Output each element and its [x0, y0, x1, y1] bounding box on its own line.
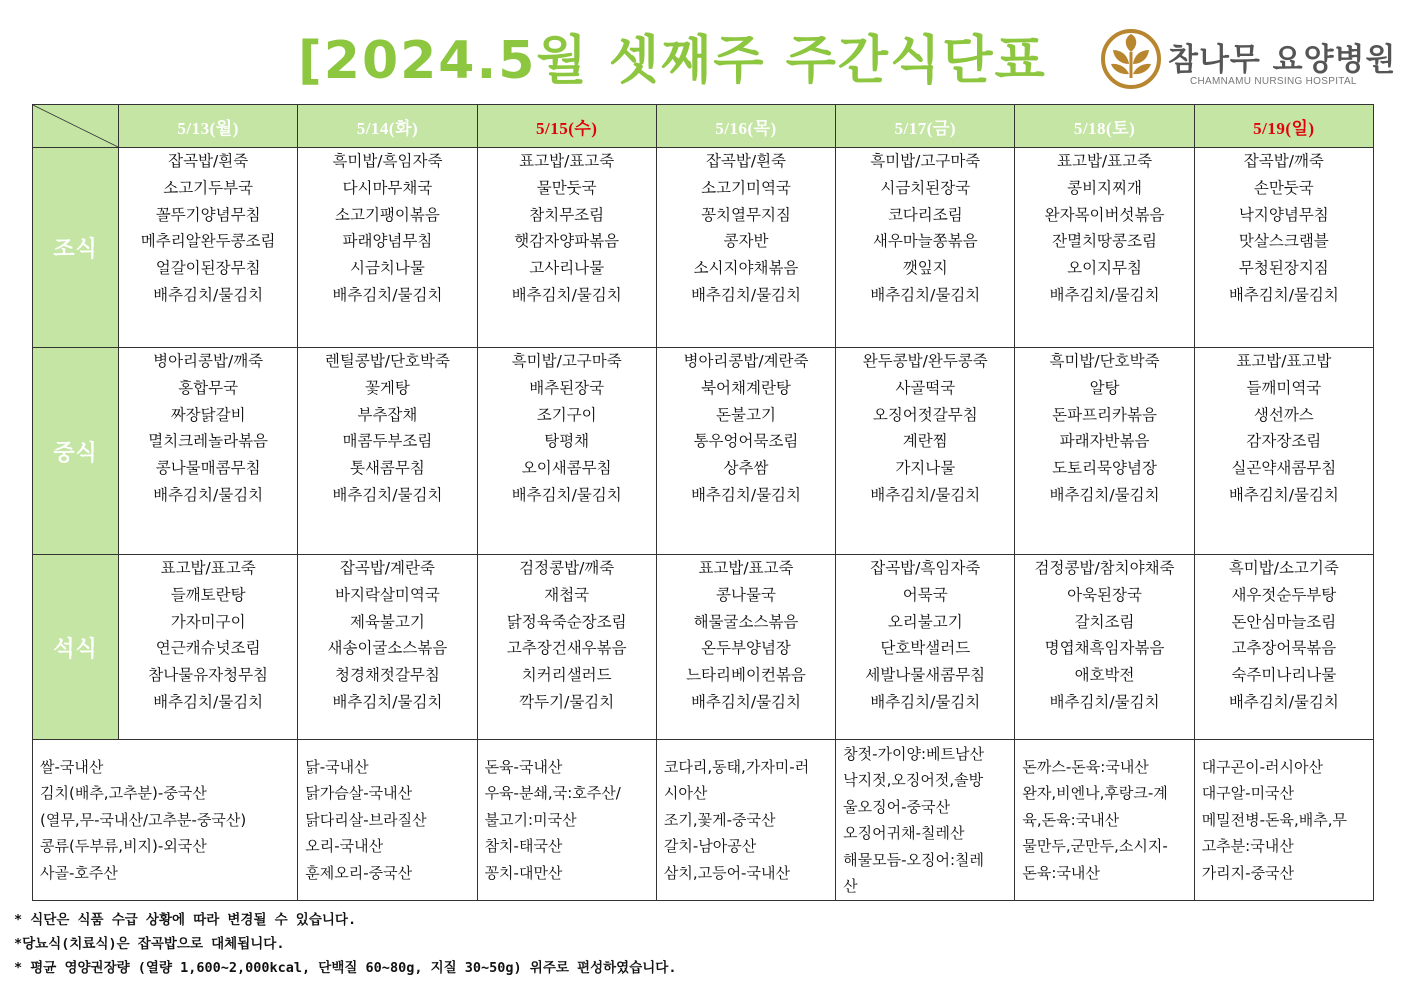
origin-line: 낙지젓,오징어젓,솔방 [843, 771, 984, 789]
menu-item: 잡곡밥/흑임자죽 [870, 559, 981, 577]
menu-item: 햇감자양파볶음 [514, 232, 620, 251]
menu-item: 배추된장국 [529, 378, 605, 397]
menu-cell [477, 348, 656, 555]
origin-line: 코다리,동태,가자미-러 [663, 757, 810, 776]
menu-item: 코다리조림 [887, 205, 963, 224]
menu-item: 배추김치/물김치 [153, 485, 264, 504]
origin-line: 오리-국내산 [305, 837, 384, 856]
menu-item: 매콤두부조림 [342, 432, 433, 451]
menu-cell [477, 148, 656, 348]
menu-item: 돈안심마늘조림 [1231, 612, 1337, 631]
origin-line: 울오징어-중국산 [843, 797, 950, 816]
menu-cell [1015, 348, 1194, 555]
menu-item: 들깨토란탕 [170, 585, 246, 604]
origin-line: 메밀전병-돈육,배추,무 [1201, 810, 1348, 829]
menu-cell [119, 148, 298, 348]
menu-item: 숙주미나리나물 [1231, 666, 1337, 685]
meal-label: 중식 [33, 348, 119, 555]
menu-item: 시금치된장국 [880, 178, 971, 197]
menu-item: 배추김치/물김치 [1228, 485, 1339, 504]
menu-item: 잡곡밥/깨죽 [1243, 152, 1324, 170]
menu-item: 흑미밥/흑임자죽 [332, 152, 443, 170]
breakfast-row [33, 148, 1374, 348]
menu-item: 배추김치/물김치 [153, 285, 264, 304]
menu-item: 부추잡채 [357, 405, 418, 424]
menu-item: 돈불고기 [716, 405, 776, 424]
origin-cell [477, 740, 656, 901]
day-header-row [33, 105, 1374, 148]
menu-item: 해물굴소스볶음 [693, 612, 799, 631]
origin-line: 육,돈육:국내산 [1022, 810, 1120, 829]
menu-item: 표고밥/표고죽 [1057, 152, 1153, 170]
menu-item: 완두콩밥/완두콩죽 [862, 352, 988, 370]
menu-item: 짜장닭갈비 [170, 405, 246, 424]
origin-cell [33, 740, 298, 901]
day-header: 5/19(일) [1194, 105, 1373, 148]
menu-item: 파래자반볶음 [1059, 432, 1150, 451]
menu-cell [1194, 555, 1373, 740]
menu-item: 꽃게탕 [364, 378, 410, 397]
origin-cell [298, 740, 477, 901]
menu-item: 표고밥/표고죽 [698, 559, 794, 577]
menu-cell [656, 348, 835, 555]
menu-item: 애호박전 [1074, 666, 1135, 685]
origin-cell [656, 740, 835, 901]
origin-line: 삼치,고등어-국내산 [663, 863, 790, 882]
menu-item: 통우엉어묵조림 [693, 432, 799, 451]
menu-item: 상추쌈 [723, 459, 769, 478]
menu-item: 검정콩밥/참치야채죽 [1034, 559, 1175, 577]
origin-line: 닭가슴살-국내산 [305, 784, 413, 803]
origin-line: 오징어귀채-칠레산 [843, 824, 965, 842]
origin-line: 불고기:미국산 [484, 810, 577, 829]
menu-item: 흑미밥/고구마죽 [511, 352, 622, 370]
menu-item: 배추김치/물김치 [870, 692, 981, 711]
menu-item: 렌틸콩밥/단호박죽 [324, 352, 450, 370]
origin-line: 해물모듬-오징어:칠레 [843, 850, 985, 869]
origin-line: 우육-분쇄,국:호주산/ [484, 784, 621, 803]
menu-cell [1194, 148, 1373, 348]
menu-item: 배추김치/물김치 [153, 692, 264, 711]
menu-item: 배추김치/물김치 [690, 692, 801, 711]
menu-item: 배추김치/물김치 [1049, 285, 1160, 304]
menu-item: 탕평채 [544, 432, 590, 451]
menu-item: 잡곡밥/계란죽 [339, 559, 435, 577]
hospital-logo [1098, 28, 1397, 92]
menu-item: 흑미밥/단호박죽 [1049, 352, 1160, 370]
origin-line: 물만두,군만두,소시지- [1022, 837, 1168, 856]
menu-item: 어묵국 [902, 585, 948, 604]
menu-item: 잡곡밥/흰죽 [168, 152, 249, 170]
origin-line: 갈치-남아공산 [663, 837, 757, 856]
origin-line: 대구곤이-러시아산 [1201, 757, 1324, 776]
menu-item: 다시마무채국 [342, 178, 433, 197]
menu-item: 도토리묵양념장 [1052, 459, 1157, 478]
day-header: 5/18(토) [1015, 105, 1194, 148]
menu-item: 흑미밥/소고기죽 [1228, 559, 1339, 577]
menu-item: 참치무조림 [529, 205, 605, 224]
menu-item: 배추김치/물김치 [332, 285, 443, 304]
menu-item: 생선까스 [1253, 405, 1314, 424]
menu-item: 홍합무국 [178, 378, 239, 397]
menu-item: 병아리콩밥/계란죽 [683, 352, 809, 370]
day-header: 5/13(월) [119, 105, 298, 148]
menu-cell [836, 148, 1015, 348]
menu-cell [656, 148, 835, 348]
menu-item: 완자목이버섯볶음 [1044, 205, 1165, 224]
origin-line: (열무,무-국내산/고추분-중국산) [40, 810, 247, 829]
menu-item: 낙지양념무침 [1238, 205, 1329, 224]
menu-item: 배추김치/물김치 [1228, 692, 1339, 711]
menu-item: 꽁치열무지짐 [701, 205, 791, 224]
origin-line: 쌀-국내산 [40, 757, 104, 776]
menu-item: 가지나물 [895, 459, 956, 478]
origin-row [33, 740, 1374, 901]
menu-item: 소고기두부국 [163, 178, 254, 197]
origin-line: 산 [843, 877, 858, 895]
menu-item: 손만둣국 [1253, 178, 1314, 197]
origin-line: 돈까스-돈육:국내산 [1022, 757, 1149, 776]
menu-cell [298, 555, 477, 740]
menu-item: 배추김치/물김치 [1049, 485, 1160, 504]
menu-item: 얼갈이된장무침 [155, 259, 261, 278]
menu-item: 돈파프리카볶음 [1052, 405, 1157, 424]
menu-item: 단호박샐러드 [880, 639, 971, 658]
menu-cell [656, 555, 835, 740]
origin-cell [1194, 740, 1373, 901]
origin-line: 사골-호주산 [40, 863, 118, 882]
origin-line: 닭다리살-브라질산 [305, 810, 427, 829]
menu-item: 배추김치/물김치 [870, 485, 981, 504]
menu-cell [119, 348, 298, 555]
menu-item: 표고밥/표고죽 [519, 152, 615, 170]
menu-item: 실곤약새콤무침 [1231, 459, 1337, 478]
page-title: [2024.5월 셋째주 주간식단표 [298, 31, 1047, 91]
menu-item: 소고기팽이볶음 [335, 205, 440, 224]
menu-item: 배추김치/물김치 [511, 285, 622, 304]
menu-item: 사골떡국 [895, 378, 956, 397]
menu-item: 파래양념무침 [342, 232, 433, 251]
menu-item: 표고밥/표고죽 [160, 559, 256, 577]
menu-item: 세발나물새콤무침 [865, 666, 986, 685]
menu-item: 새송이굴소스볶음 [327, 639, 448, 658]
menu-item: 오이지무침 [1067, 259, 1142, 278]
menu-item: 배추김치/물김치 [1228, 285, 1339, 304]
menu-cell [1015, 555, 1194, 740]
menu-item: 배추김치/물김치 [690, 485, 801, 504]
menu-item: 잔멸치땅콩조림 [1052, 232, 1157, 251]
logo-subtitle: CHAMNAMU NURSING HOSPITAL [1190, 76, 1357, 87]
origin-line: 창젓-가이양:베트남산 [843, 744, 985, 763]
menu-cell [1015, 148, 1194, 348]
menu-item: 꼴뚜기양념무침 [155, 205, 261, 224]
menu-item: 콩나물매콤무침 [155, 459, 261, 478]
menu-item: 조기구이 [536, 405, 597, 424]
menu-cell [298, 148, 477, 348]
menu-item: 시금치나물 [349, 259, 425, 278]
origin-line: 훈제오리-중국산 [305, 863, 413, 882]
menu-item: 청경채젓갈무침 [335, 666, 440, 685]
footnote-line: * 식단은 식품 수급 상황에 따라 변경될 수 있습니다. [14, 912, 357, 928]
origin-line: 돈육:국내산 [1022, 863, 1100, 882]
origin-line: 조기,꽃게-중국산 [663, 810, 776, 829]
menu-item: 연근캐슈넛조림 [155, 639, 261, 658]
menu-item: 치커리샐러드 [521, 666, 612, 685]
dinner-row [33, 555, 1374, 740]
menu-item: 새우마늘쫑볶음 [872, 232, 978, 251]
menu-item: 계란찜 [902, 432, 948, 451]
menu-item: 흑미밥/고구마죽 [870, 152, 981, 170]
menu-item: 명엽채흑임자볶음 [1044, 639, 1165, 658]
menu-item: 소고기미역국 [701, 178, 791, 197]
origin-line: 고추분:국내산 [1201, 837, 1294, 856]
menu-item: 오리불고기 [887, 612, 963, 631]
meal-label: 석식 [33, 555, 119, 740]
menu-item: 배추김치/물김치 [1049, 692, 1160, 711]
menu-item: 물만둣국 [536, 178, 597, 197]
logo-name: 참나무 요양병원 [1168, 42, 1397, 78]
day-header: 5/15(수) [477, 105, 656, 148]
day-header: 5/16(목) [656, 105, 835, 148]
menu-item: 아욱된장국 [1067, 585, 1142, 604]
menu-item: 콩비지찌개 [1067, 178, 1142, 197]
menu-item: 감자장조림 [1246, 432, 1322, 451]
menu-item: 들깨미역국 [1246, 378, 1322, 397]
day-header: 5/17(금) [836, 105, 1015, 148]
menu-item: 오징어젓갈무침 [872, 405, 978, 424]
menu-item: 표고밥/표고밥 [1236, 352, 1332, 370]
menu-item: 배추김치/물김치 [690, 285, 801, 304]
menu-item: 깍두기/물김치 [519, 692, 615, 711]
menu-item: 맛살스크램블 [1238, 232, 1329, 251]
menu-item: 알탕 [1089, 378, 1120, 397]
menu-item: 온두부양념장 [701, 639, 791, 658]
menu-cell [1194, 348, 1373, 555]
menu-item: 배추김치/물김치 [332, 485, 443, 504]
menu-item: 메추리알완두콩조림 [140, 232, 276, 251]
day-header: 5/14(화) [298, 105, 477, 148]
menu-item: 고추장건새우볶음 [506, 639, 627, 658]
origin-line: 시아산 [663, 784, 708, 803]
menu-cell [836, 555, 1015, 740]
footnote-line: * 평균 영양권장량 (열량 1,600~2,000kcal, 단백질 60~80g, 지질 30~50g) 위주로 편성하였습니다. [14, 960, 677, 976]
meal-label: 조식 [33, 148, 119, 348]
menu-item: 콩자반 [723, 232, 769, 251]
menu-item: 북어채계란탕 [701, 378, 791, 397]
menu-item: 고추장어묵볶음 [1231, 639, 1337, 658]
menu-cell [298, 348, 477, 555]
menu-item: 닭정육죽순장조림 [506, 612, 627, 631]
oak-leaf-logo-icon [1098, 28, 1164, 90]
origin-line: 대구알-미국산 [1201, 784, 1295, 803]
menu-item: 바지락살미역국 [335, 585, 440, 604]
menu-cell [119, 555, 298, 740]
origin-line: 콩류(두부류,비지)-외국산 [40, 837, 207, 856]
menu-item: 가자미구이 [170, 612, 246, 631]
corner-cell [33, 105, 119, 148]
menu-item: 오이새콤무침 [521, 459, 612, 478]
origin-cell [836, 740, 1015, 901]
menu-item: 깻잎지 [902, 259, 948, 278]
menu-cell [836, 348, 1015, 555]
footnote-line: *당뇨식(치료식)은 잡곡밥으로 대체됩니다. [14, 936, 285, 952]
footnotes [14, 908, 1394, 980]
menu-item: 갈치조림 [1074, 612, 1135, 631]
origin-line: 완자,비엔나,후랑크-계 [1022, 784, 1168, 803]
menu-item: 검정콩밥/깨죽 [519, 559, 615, 577]
menu-item: 재첩국 [544, 585, 590, 604]
menu-item: 배추김치/물김치 [870, 285, 981, 304]
menu-item: 무청된장지짐 [1238, 259, 1329, 278]
origin-cell [1015, 740, 1194, 901]
menu-item: 멸치크레놀라볶음 [148, 432, 269, 451]
menu-item: 제육불고기 [349, 612, 425, 631]
lunch-row [33, 348, 1374, 555]
origin-line: 닭-국내산 [305, 757, 369, 776]
menu-item: 콩나물국 [716, 585, 776, 604]
origin-line: 돈육-국내산 [484, 757, 563, 776]
menu-item: 배추김치/물김치 [511, 485, 622, 504]
menu-cell [477, 555, 656, 740]
menu-item: 느타리베이컨볶음 [686, 666, 806, 685]
menu-item: 병아리콩밥/깨죽 [153, 352, 264, 370]
origin-line: 꽁치-대만산 [484, 863, 563, 882]
menu-item: 새우젓순두부탕 [1231, 585, 1337, 604]
menu-item: 잡곡밥/흰죽 [705, 152, 787, 170]
menu-item: 소시지야채볶음 [693, 259, 799, 278]
origin-line: 김치(배추,고추분)-중국산 [40, 784, 207, 803]
origin-line: 참치-태국산 [484, 837, 563, 856]
diagonal-line-icon [33, 105, 118, 147]
origin-line: 가리지-중국산 [1201, 863, 1295, 882]
menu-item: 고사리나물 [529, 259, 605, 278]
menu-item: 참나물유자청무침 [148, 666, 269, 685]
menu-item: 톳새콤무침 [349, 459, 425, 478]
menu-item: 배추김치/물김치 [332, 692, 443, 711]
weekly-menu-table [32, 104, 1374, 901]
